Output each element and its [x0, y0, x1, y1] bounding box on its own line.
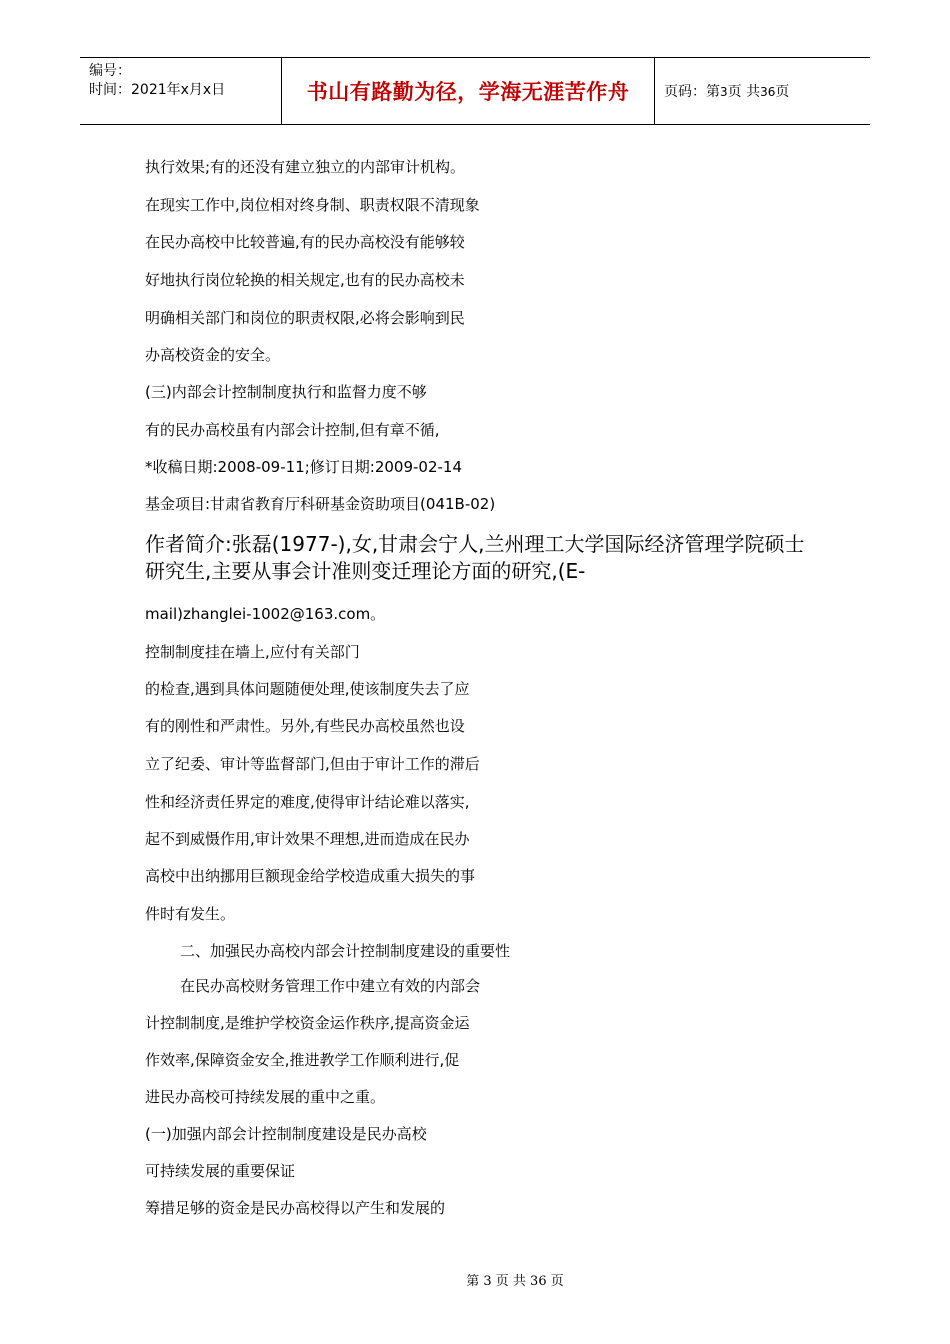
- body-line: 有的民办高校虽有内部会计控制,但有章不循,: [145, 421, 440, 439]
- body-line: 作效率,保障资金安全,推进教学工作顺利进行,促: [145, 1051, 460, 1069]
- body-line: 性和经济责任界定的难度,使得审计结论难以落实,: [145, 793, 470, 811]
- body-line: 件时有发生。: [145, 905, 236, 923]
- author-note: 作者简介:张磊(1977-),女,甘肃会宁人,兰州理工大学国际经济管理学院硕士研究生,主要从事会计准则变迁理论方面的研究,(E-: [145, 532, 805, 583]
- page-total: 36: [760, 85, 776, 99]
- body-line: 的检查,遇到具体问题随便处理,使该制度失去了应: [145, 680, 470, 698]
- body-line: 筹措足够的资金是民办高校得以产生和发展的: [145, 1199, 446, 1217]
- subsection-heading: (一)加强内部会计控制制度建设是民办高校: [145, 1125, 427, 1143]
- body-line: 执行效果;有的还没有建立独立的内部审计机构。: [145, 158, 466, 176]
- body-line: 计控制制度,是维护学校资金运作秩序,提高资金运: [145, 1014, 470, 1032]
- body-line: 高校中出纳挪用巨额现金给学校造成重大损失的事: [145, 867, 476, 885]
- body-line: 在民办高校中比较普遍,有的民办高校没有能够较: [145, 233, 465, 251]
- body-line: 明确相关部门和岗位的职责权限,必将会影响到民: [145, 309, 465, 327]
- document-number-label: 编号：: [89, 63, 131, 79]
- page-mid: 页 共: [727, 84, 761, 100]
- header-motto-cell: [281, 58, 655, 124]
- document-date: 时间：2021年x月x日: [89, 82, 226, 98]
- page-indicator: [664, 81, 870, 101]
- page-suffix: 页: [775, 84, 790, 100]
- header-motto: 书山有路勤为径，学海无涯苦作舟: [306, 79, 630, 104]
- body-line: 起不到威慑作用,审计效果不理想,进而造成在民办: [145, 830, 470, 848]
- body-line: 在现实工作中,岗位相对终身制、职责权限不清现象: [145, 196, 480, 214]
- body-line: 好地执行岗位轮换的相关规定,也有的民办高校未: [145, 271, 465, 289]
- fund-project-note: 基金项目:甘肃省教育厅科研基金资助项目(041B-02): [145, 495, 496, 513]
- page-prefix: 页码：第: [664, 84, 720, 100]
- page-current: 3: [720, 85, 728, 99]
- subsection-heading: (三)内部会计控制制度执行和监督力度不够: [145, 383, 427, 401]
- page-footer: 第 3 页 共 36 页: [466, 1274, 564, 1289]
- body-line: 立了纪委、审计等监督部门,但由于审计工作的滞后: [145, 755, 480, 773]
- body-line: 进民办高校可持续发展的重中之重。: [145, 1088, 386, 1106]
- author-email: mail)zhanglei-1002@163.com。: [145, 605, 386, 623]
- received-date-note: *收稿日期:2008-09-11;修订日期:2009-02-14: [145, 458, 463, 476]
- section-heading: 二、加强民办高校内部会计控制制度建设的重要性: [180, 942, 511, 960]
- header-meta: [80, 58, 281, 124]
- body-line: 办高校资金的安全。: [145, 346, 281, 364]
- body-line: 可持续发展的重要保证: [145, 1162, 296, 1180]
- paragraph-first-line: 在民办高校财务管理工作中建立有效的内部会: [180, 977, 481, 995]
- body-line: 有的刚性和严肃性。另外,有些民办高校虽然也设: [145, 717, 465, 735]
- header-page-info: [655, 58, 870, 124]
- page-header: [80, 57, 870, 125]
- body-line: 控制制度挂在墙上,应付有关部门: [145, 643, 360, 661]
